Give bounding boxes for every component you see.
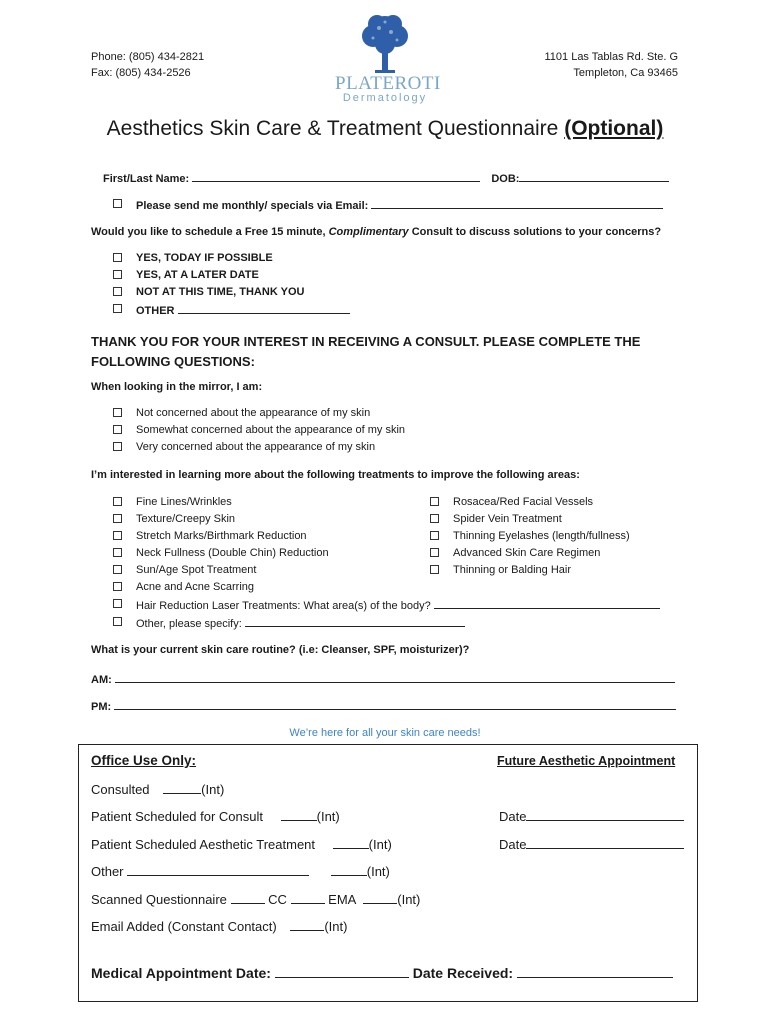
treatments-question: I’m interested in learning more about the following treatments to improve the following areas:	[91, 469, 580, 481]
consult-question-part2: Consult to discuss solutions to your concerns?	[411, 226, 662, 238]
title-optional: (Optional)	[564, 117, 664, 140]
scheduled-treatment-label: Patient Scheduled Aesthetic Treatment	[91, 837, 316, 852]
consulted-initials-line[interactable]	[163, 783, 201, 794]
consulted-label: Consulted	[91, 782, 150, 797]
scanned-initials-line[interactable]	[231, 893, 265, 904]
consult-question-part1: Would you like to schedule a Free 15 minute,	[91, 226, 326, 238]
ema-line[interactable]	[363, 893, 397, 904]
page-title	[0, 117, 770, 141]
office-use-box	[78, 744, 698, 1002]
treatment-label: Sun/Age Spot Treatment	[136, 564, 257, 576]
contact-address	[544, 49, 678, 81]
mirror-option-checkbox[interactable]	[113, 408, 122, 417]
treatment-date-row	[499, 837, 684, 852]
scanned-row	[91, 892, 420, 907]
consult-option-checkbox[interactable]	[113, 287, 122, 296]
ema-label: EMA	[328, 892, 356, 907]
consult-heading: THANK YOU FOR YOUR INTEREST IN RECEIVING A CONSULT. PLEASE COMPLETE THE FOLLOWING QUESTIONS:	[91, 334, 641, 369]
consult-option-label: NOT AT THIS TIME, THANK YOU	[136, 286, 305, 298]
future-appointment-heading: Future Aesthetic Appointment	[497, 754, 676, 768]
treatment-checkbox[interactable]	[113, 599, 122, 608]
tree-icon	[355, 12, 415, 76]
treatment-other-input-line[interactable]	[245, 616, 465, 627]
consult-question-emphasis: Complimentary	[328, 226, 409, 238]
scheduled-consult-initials-line[interactable]	[281, 810, 317, 821]
scheduled-treatment-row	[91, 837, 392, 852]
am-input-line[interactable]	[115, 672, 675, 683]
treatment-checkbox[interactable]	[113, 548, 122, 557]
hair-reduction-row	[136, 598, 660, 612]
treatment-label: Thinning or Balding Hair	[453, 564, 572, 576]
fax-text: Fax: (805) 434-2526	[91, 67, 191, 79]
mirror-option-checkbox[interactable]	[113, 442, 122, 451]
name-input-line[interactable]	[192, 171, 480, 182]
treatment-checkbox[interactable]	[113, 565, 122, 574]
treatment-label: Texture/Creepy Skin	[136, 513, 236, 525]
phone-text: Phone: (805) 434-2821	[91, 51, 205, 63]
consult-date-row	[499, 809, 684, 824]
int-label: (Int)	[316, 809, 340, 824]
treatment-label: Acne and Acne Scarring	[136, 581, 255, 593]
treatment-date-line[interactable]	[526, 838, 684, 849]
logo-wordmark: PLATEROTI	[335, 73, 441, 94]
treatment-label: Other, please specify:	[136, 618, 242, 630]
treatment-label: Thinning Eyelashes (length/fullness)	[453, 530, 630, 542]
treatment-checkbox[interactable]	[430, 565, 439, 574]
scheduled-treatment-initials-line[interactable]	[333, 838, 369, 849]
hair-reduction-area-input-line[interactable]	[434, 598, 660, 609]
other-input-line[interactable]	[127, 865, 309, 876]
treatment-label: Advanced Skin Care Regimen	[453, 547, 601, 559]
int-label: (Int)	[324, 919, 348, 934]
email-input-line[interactable]	[371, 198, 663, 209]
cc-label: CC	[268, 892, 287, 907]
email-option-label: Please send me monthly/ specials via Email:	[136, 200, 369, 212]
consult-option-label: OTHER	[136, 305, 175, 317]
office-use-heading: Office Use Only:	[91, 753, 197, 768]
medical-date-label: Medical Appointment Date:	[91, 965, 271, 981]
am-row	[91, 672, 675, 686]
treatment-checkbox[interactable]	[113, 497, 122, 506]
address-line-1: 1101 Las Tablas Rd. Ste. G	[544, 51, 678, 63]
email-checkbox[interactable]	[113, 199, 122, 208]
mirror-option-label: Somewhat concerned about the appearance of my skin	[136, 424, 406, 436]
int-label: (Int)	[201, 782, 225, 797]
date-label: Date	[499, 809, 527, 824]
address-line-2: Templeton, Ca 93465	[573, 67, 678, 79]
treatment-label: Spider Vein Treatment	[453, 513, 562, 525]
dob-label: DOB:	[491, 173, 520, 185]
skin-care-note: We’re here for all your skin care needs!	[289, 727, 481, 739]
int-label: (Int)	[368, 837, 392, 852]
email-added-initials-line[interactable]	[290, 920, 324, 931]
scheduled-consult-row	[91, 809, 340, 824]
int-label: (Int)	[366, 864, 390, 879]
date-received-label: Date Received:	[412, 965, 514, 981]
consult-question	[91, 226, 661, 238]
consulted-row	[91, 782, 224, 797]
treatment-checkbox[interactable]	[113, 514, 122, 523]
scheduled-consult-label: Patient Scheduled for Consult	[91, 809, 263, 824]
treatment-checkbox[interactable]	[430, 531, 439, 540]
email-added-label: Email Added (Constant Contact)	[91, 919, 277, 934]
mirror-option-label: Not concerned about the appearance of my skin	[136, 407, 371, 419]
mirror-option-label: Very concerned about the appearance of my skin	[136, 441, 376, 453]
treatment-label: Stretch Marks/Birthmark Reduction	[136, 530, 307, 542]
mirror-question: When looking in the mirror, I am:	[91, 381, 263, 393]
other-row	[91, 864, 390, 879]
am-label: AM:	[91, 674, 112, 686]
consult-option-label: YES, AT A LATER DATE	[136, 269, 259, 281]
treatment-checkbox[interactable]	[113, 617, 122, 626]
treatment-other-row	[136, 616, 465, 630]
treatment-label: Rosacea/Red Facial Vessels	[453, 496, 594, 508]
contact-phone-fax	[91, 49, 204, 81]
treatment-label: Fine Lines/Wrinkles	[136, 496, 232, 508]
consult-option-checkbox[interactable]	[113, 304, 122, 313]
other-label: Other	[91, 864, 124, 879]
medical-date-row	[91, 965, 673, 981]
cc-line[interactable]	[291, 893, 325, 904]
treatment-checkbox[interactable]	[430, 497, 439, 506]
treatment-label: Hair Reduction Laser Treatments: What area(s) of the body?	[136, 600, 431, 612]
treatment-checkbox[interactable]	[430, 548, 439, 557]
treatment-checkbox[interactable]	[113, 582, 122, 591]
consult-option-checkbox[interactable]	[113, 253, 122, 262]
name-label: First/Last Name:	[103, 173, 190, 185]
pm-input-line[interactable]	[114, 699, 676, 710]
consult-option-other-row	[136, 303, 350, 317]
consult-other-input-line[interactable]	[178, 303, 350, 314]
treatment-label: Neck Fullness (Double Chin) Reduction	[136, 547, 329, 559]
int-label: (Int)	[397, 892, 421, 907]
consult-date-line[interactable]	[526, 810, 684, 821]
treatment-checkbox[interactable]	[430, 514, 439, 523]
email-option-row	[136, 198, 663, 212]
dob-input-line[interactable]	[519, 171, 669, 182]
name-field-row	[103, 171, 669, 185]
treatment-checkbox[interactable]	[113, 531, 122, 540]
pm-row	[91, 699, 676, 713]
scanned-label: Scanned Questionnaire	[91, 892, 227, 907]
title-main: Aesthetics Skin Care & Treatment Questionnaire	[106, 117, 559, 140]
email-added-row	[91, 919, 347, 934]
other-initials-line[interactable]	[331, 865, 367, 876]
practice-logo	[335, 12, 441, 106]
routine-question: What is your current skin care routine? (i.e: Cleanser, SPF, moisturizer)?	[91, 644, 470, 656]
date-received-line[interactable]	[517, 967, 673, 978]
pm-label: PM:	[91, 701, 112, 713]
consult-option-label: YES, TODAY IF POSSIBLE	[136, 252, 273, 264]
medical-date-line[interactable]	[275, 967, 409, 978]
date-label: Date	[499, 837, 527, 852]
consult-option-checkbox[interactable]	[113, 270, 122, 279]
logo-subtitle: Dermatology	[342, 92, 428, 104]
mirror-option-checkbox[interactable]	[113, 425, 122, 434]
